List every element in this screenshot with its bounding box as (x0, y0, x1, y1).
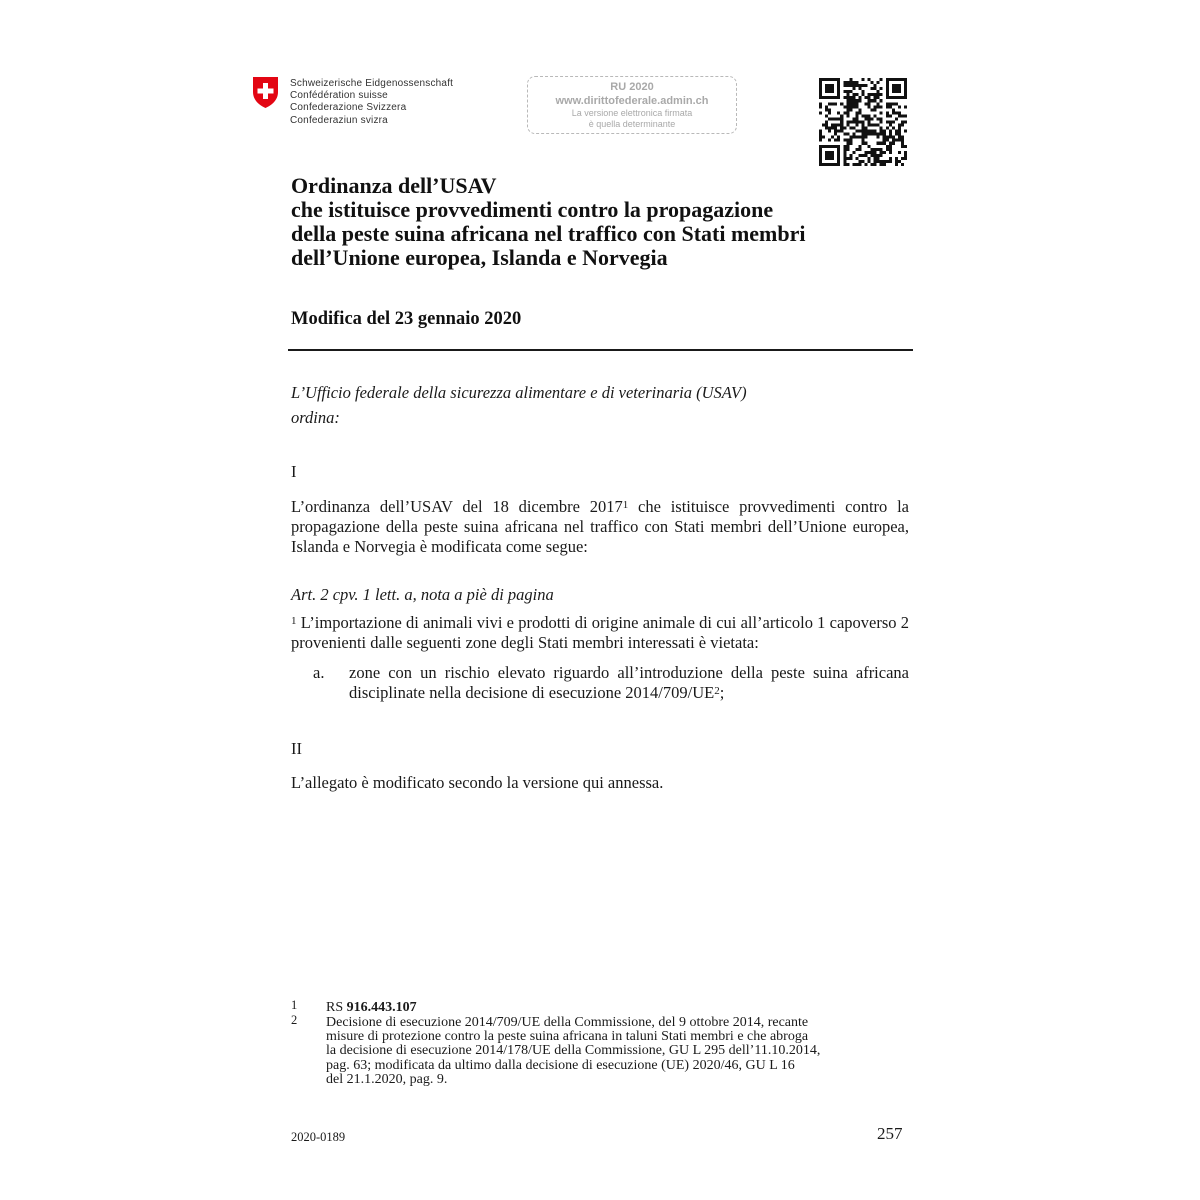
section-numeral-2: II (291, 739, 302, 758)
qr-code-icon (819, 78, 907, 166)
section-numeral-1: I (291, 462, 297, 481)
stamp-url[interactable]: www.dirittofederale.admin.ch (555, 95, 709, 107)
footnote-2 (326, 1016, 906, 1087)
footnote-number: 2 (291, 1013, 298, 1027)
paragraph-text: L’ordinanza dell’USAV del 18 dicembre 2017 (291, 497, 623, 516)
clause-number: 1 (291, 615, 297, 627)
title-line: Ordinanza dell’USAV (291, 173, 497, 198)
footnote-line: misure di protezione contro la peste suina africana in taluni Stati membri e che abroga (326, 1029, 809, 1045)
list-item (349, 663, 909, 703)
page-title (291, 174, 806, 270)
paragraph-text: che istituisce provvedimenti contro la propagazione della peste suina africana nel traffico con Stati membri dell’Unione europea, Islanda e Norvegia è modificata come segue: (291, 497, 909, 556)
list-item-end: ; (719, 683, 725, 702)
confederation-name (290, 78, 453, 127)
stamp-collection: RU 2020 (610, 81, 654, 93)
stamp-note-1: La versione elettronica firmata (571, 108, 693, 118)
swiss-cross-icon (252, 76, 279, 109)
footnote-line: la decisione di esecuzione 2014/178/UE della Commissione, GU L 295 dell’11.10.2014, (326, 1043, 821, 1059)
annex-paragraph: L’allegato è modificato secondo la versione qui annessa. (291, 773, 664, 792)
amendment-paragraph (291, 497, 909, 557)
official-stamp (527, 76, 737, 134)
footnote-line: Decisione di esecuzione 2014/709/UE della Commissione, del 9 ottobre 2014, recante (326, 1015, 809, 1030)
clause-text: L’importazione di animali vivi e prodotti di origine animale di cui all’articolo 1 capoverso 2 provenienti dalle seguenti zone degli Stati membri interessati è vietata: (291, 613, 909, 652)
list-item-letter: a. (313, 663, 325, 682)
footnote-line: pag. 63; modificata da ultimo dalla decisione di esecuzione (UE) 2020/46, GU L 16 (326, 1057, 795, 1073)
document-number: 2020-0189 (291, 1130, 346, 1144)
amendment-date: Modifica del 23 gennaio 2020 (291, 309, 522, 329)
title-line: che istituisce provvedimenti contro la propagazione (291, 197, 774, 222)
preamble (291, 380, 747, 430)
confederation-line-rm: Confederaziun svizra (290, 114, 388, 126)
footnote-line: del 21.1.2020, pag. 9. (326, 1071, 448, 1087)
title-line: dell’Unione europea, Islanda e Norvegia (291, 245, 668, 270)
confederation-line-fr: Confédération suisse (290, 90, 388, 102)
preamble-line: ordina: (291, 408, 340, 427)
footnote-number: 1 (291, 998, 298, 1012)
page-number: 257 (877, 1124, 903, 1143)
clause-paragraph (291, 613, 909, 653)
preamble-line: L’Ufficio federale della sicurezza alimentare e di veterinaria (USAV) (291, 383, 747, 402)
article-heading: Art. 2 cpv. 1 lett. a, nota a piè di pagina (291, 585, 554, 604)
footnote-text: RS (326, 1000, 347, 1015)
footnote-1 (326, 1000, 417, 1016)
footnote-rs-number[interactable]: 916.443.107 (346, 1000, 417, 1015)
title-line: della peste suina africana nel traffico con Stati membri (291, 221, 806, 246)
footnote-ref[interactable]: 1 (622, 499, 629, 511)
title-divider (288, 349, 913, 351)
confederation-line-it: Confederazione Svizzera (290, 102, 407, 114)
confederation-line-de: Schweizerische Eidgenossenschaft (290, 78, 454, 89)
footnote-ref[interactable]: 2 (714, 685, 720, 697)
list-item-text: zone con un rischio elevato riguardo all’introduzione della peste suina africana disciplinate nella decisione di esecuzione 2014/709/UE (349, 663, 909, 702)
stamp-note-2: è quella determinante (588, 119, 676, 129)
